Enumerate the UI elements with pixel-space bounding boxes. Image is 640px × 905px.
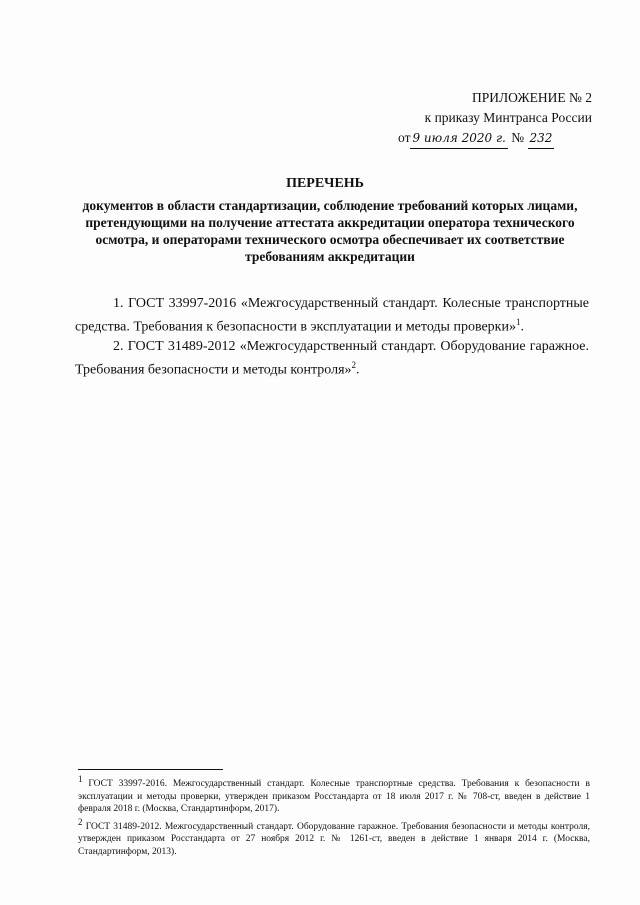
order-date-number: [392, 128, 592, 149]
footnote-mark: 2: [78, 816, 83, 827]
footnote-divider: [78, 769, 223, 770]
list-item: 2. ГОСТ 31489-2012 «Межгосударственный стандарт. Оборудование гаражное. Требования безопасности и методы контроля»$^2$.: [75, 338, 589, 378]
appendix-label: ПРИЛОЖЕНИЕ № 2: [471, 90, 592, 105]
document-subtitle: документов в области стандартизации, соблюдение требований которых лицами, претендующими на получение аттестата аккредитации оператора технического осмотра, и операторами технического осмотра обеспечивает их соответствие требованиям аккредитации: [82, 198, 578, 264]
footnote: $^1$ ГОСТ 33997-2016. Межгосударственный стандарт. Колесные транспортные средства. Требования к безопасности в эксплуатации и методы проверки, утвержден приказом Росстандарта от 18 июля 2017 г. № 708-ст, введен в действие 1 февраля 2018 г. (Москва, Стандартинформ, 2017).: [78, 774, 590, 815]
order-reference: к приказу Минтранса России: [424, 110, 592, 125]
document-list: [75, 294, 589, 379]
from-label: от: [398, 130, 411, 145]
footnote-mark: 1: [78, 774, 83, 784]
number-label: №: [511, 130, 525, 145]
footnote-ref: 1: [515, 317, 521, 327]
footnotes: [78, 773, 590, 858]
document-title: ПЕРЕЧЕНЬ: [286, 176, 364, 191]
handwritten-number: 232: [528, 128, 555, 149]
list-item: 1. ГОСТ 33997-2016 «Межгосударственный стандарт. Колесные транспортные средства. Требования к безопасности в эксплуатации и методы проверки»$^1$.: [75, 296, 589, 335]
footnote: $^2$ ГОСТ 31489-2012. Межгосударственный стандарт. Оборудование гаражное. Требования безопасности и методы контроля, утвержден приказом Росстандарта от 27 ноября 2012 г. № 1261-ст, введен в действие 1 января 2014 г. (Москва, Стандартинформ, 2013).: [78, 816, 590, 857]
footnote-ref: 2: [351, 359, 357, 370]
handwritten-date: 9 июля 2020 г.: [410, 128, 507, 149]
appendix-header: [392, 88, 592, 149]
